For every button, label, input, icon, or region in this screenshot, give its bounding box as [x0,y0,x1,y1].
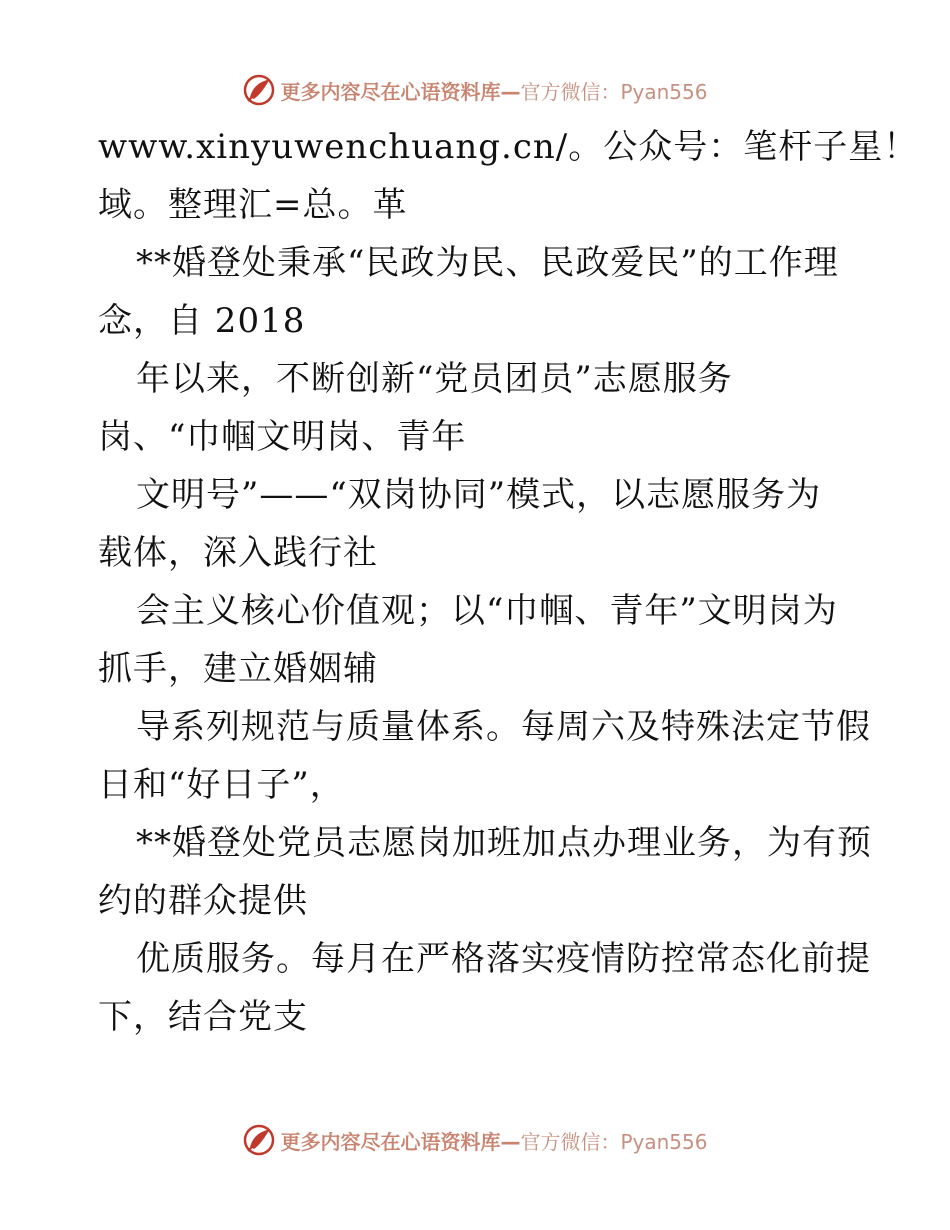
text-line: **婚登处党员志愿岗加班加点办理业务，为有预 [136,823,872,863]
text-line: 抓手，建立婚姻辅 [98,649,378,689]
text-line: 导系列规范与质量体系。每周六及特殊法定节假 [136,707,871,747]
text-line: 下，结合党支 [98,997,308,1037]
logo-icon [242,73,276,107]
header-banner [0,70,950,110]
footer-banner-wechat: 官方微信：Pyan556 [520,1129,708,1154]
footer-banner [0,1120,950,1160]
text-line: 岗、“巾帼文明岗、青年 [98,417,467,457]
text-line: 会主义核心价值观；以“巾帼、青年”文明岗为 [136,591,838,631]
text-line: www.xinyuwenchuang.cn/。公众号：笔杆子星！ [98,127,919,167]
document-body [98,118,919,1046]
header-banner-wechat: 官方微信：Pyan556 [520,79,708,104]
text-line: 日和“好日子”， [98,765,345,805]
text-line: 文明号”——“双岗协同”模式，以志愿服务为 [136,475,822,515]
footer-banner-text: 更多内容尽在心语资料库— [280,1129,521,1154]
text-line: 念，自 2018 [98,301,306,341]
text-line: 载体，深入践行社 [98,533,378,573]
text-line: 约的群众提供 [98,881,308,921]
text-line: 年以来，不断创新“党员团员”志愿服务 [136,359,733,399]
text-line: 域。整理汇=总。革 [98,185,408,225]
header-banner-text: 更多内容尽在心语资料库— [280,79,521,104]
logo-icon [242,1123,276,1157]
text-line: **婚登处秉承“民政为民、民政爱民”的工作理 [136,243,839,283]
text-line: 优质服务。每月在严格落实疫情防控常态化前提 [136,939,871,979]
